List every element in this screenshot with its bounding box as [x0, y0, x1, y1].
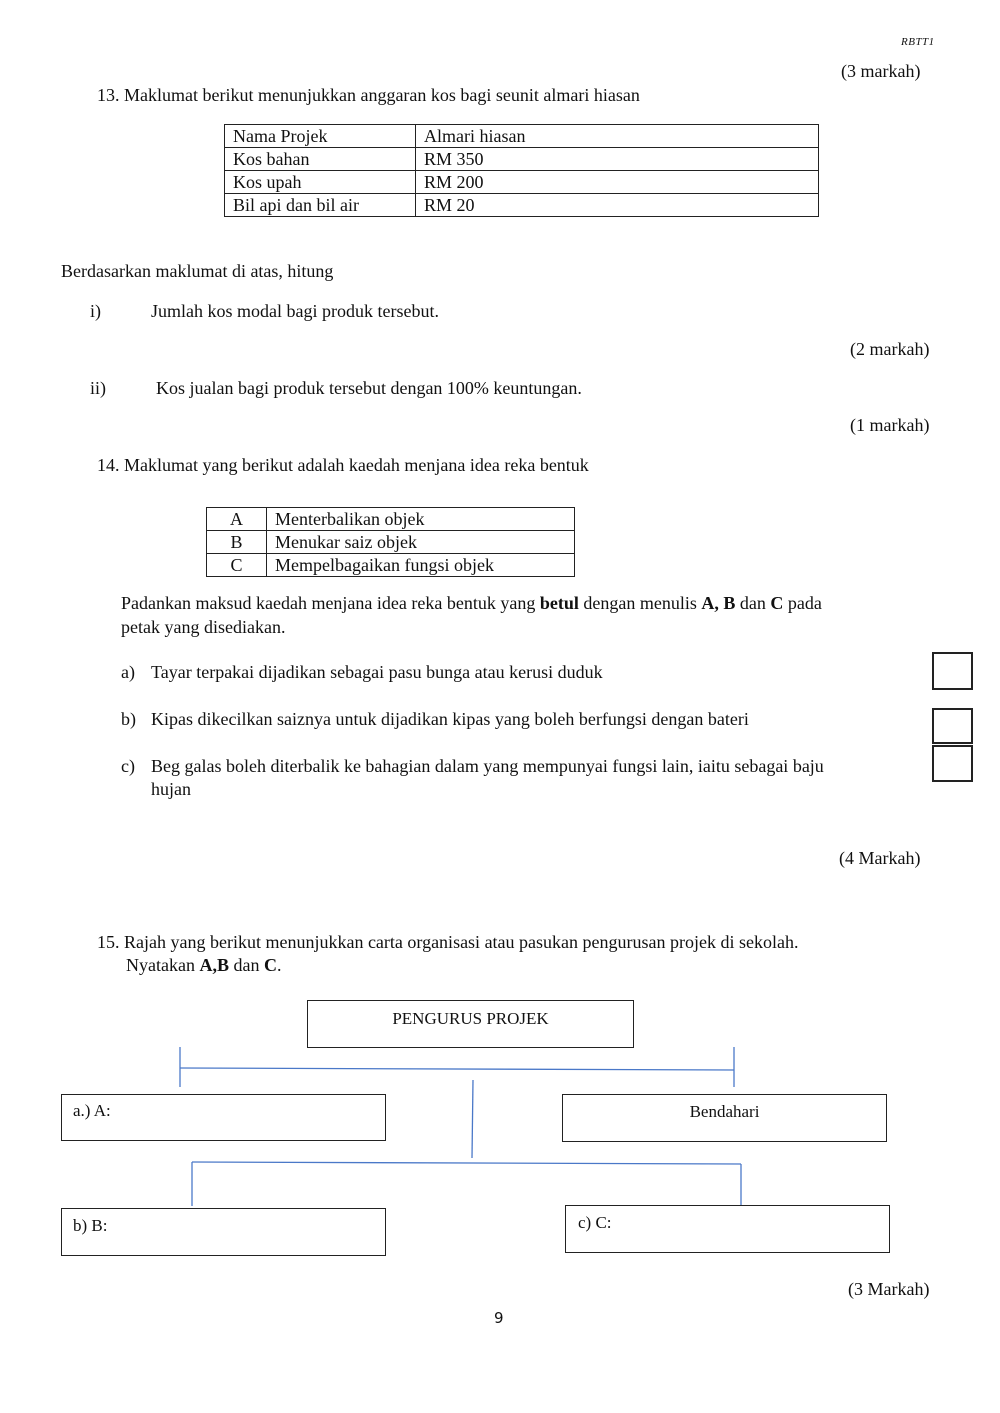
q14-item-c-label: c) [121, 756, 135, 776]
q14-marks: (4 Markah) [839, 848, 921, 868]
q14-item-b-label: b) [121, 709, 136, 729]
table-cell: RM 20 [416, 194, 819, 217]
q14-item-c-text-line2: hujan [151, 779, 191, 799]
instruction-text: Padankan maksud kaedah menjana idea reka bentuk yang [121, 593, 540, 613]
q14-item-c-text: Beg galas boleh diterbalik ke bahagian dalam yang mempunyai fungsi lain, iaitu sebagai baju [151, 756, 824, 776]
table-cell: RM 350 [416, 148, 819, 171]
org-box-treasurer [562, 1094, 887, 1142]
q13-part-i-marks: (2 markah) [850, 339, 930, 359]
instruction-text: dan [735, 593, 771, 613]
instruction-text: dan [228, 955, 264, 975]
q14-item-a-text: Tayar terpakai dijadikan sebagai pasu bunga atau kerusi duduk [151, 662, 603, 682]
table-cell: B [207, 531, 267, 554]
q14-item-b-text: Kipas dikecilkan saiznya untuk dijadikan kipas yang boleh berfungsi dengan bateri [151, 709, 749, 729]
table-cell: Bil api dan bil air [225, 194, 416, 217]
q15-title: 15. Rajah yang berikut menunjukkan carta organisasi atau pasukan pengurusan projek di sekolah. [97, 932, 799, 952]
table-cell: RM 200 [416, 171, 819, 194]
q13-part-i-number: i) [90, 301, 101, 321]
q13-part-ii-marks: (1 markah) [850, 415, 930, 435]
table-cell: Nama Projek [225, 125, 416, 148]
instruction-text: . [276, 955, 282, 975]
org-box-a[interactable] [61, 1094, 386, 1141]
connector-line [180, 1068, 734, 1070]
instruction-text: Nyatakan [126, 955, 200, 975]
org-box-label: Bendahari [689, 1102, 760, 1121]
connector-line [192, 1162, 741, 1164]
q14-instruction-line2: petak yang disediakan. [121, 617, 286, 637]
org-box-label: a.) A: [73, 1101, 111, 1120]
org-box-label: c) C: [578, 1213, 612, 1232]
q13-part-ii-number: ii) [90, 378, 106, 398]
org-box-b[interactable] [61, 1208, 386, 1256]
instruction-emphasis: A, B [701, 593, 736, 613]
connector-line [472, 1080, 473, 1158]
org-box-label: b) B: [73, 1216, 108, 1235]
q14-title: 14. Maklumat yang berikut adalah kaedah menjana idea reka bentuk [97, 455, 589, 475]
table-cell: Menukar saiz objek [267, 531, 575, 554]
instruction-emphasis: A,B [199, 955, 229, 975]
instruction-emphasis: C [770, 593, 784, 613]
document-code: RBTT1 [901, 36, 935, 48]
previous-question-marks: (3 markah) [841, 61, 921, 81]
instruction-emphasis: betul [539, 593, 579, 613]
q14-item-a-label: a) [121, 662, 135, 682]
instruction-text: pada [783, 593, 822, 613]
q13-part-ii-text: Kos jualan bagi produk tersebut dengan 100% keuntungan. [156, 378, 582, 398]
table-cell: Mempelbagaikan fungsi objek [267, 554, 575, 577]
q13-intro: Berdasarkan maklumat di atas, hitung [61, 261, 334, 281]
instruction-emphasis: C [263, 955, 277, 975]
q15-marks: (3 Markah) [848, 1279, 930, 1299]
org-box-c[interactable] [565, 1205, 890, 1253]
table-cell: A [207, 508, 267, 531]
table-cell: C [207, 554, 267, 577]
q13-title: 13. Maklumat berikut menunjukkan anggaran kos bagi seunit almari hiasan [97, 85, 640, 105]
table-cell: Menterbalikan objek [267, 508, 575, 531]
page-number: 9 [494, 1309, 504, 1327]
instruction-text: dengan menulis [578, 593, 702, 613]
org-box-label: PENGURUS PROJEK [392, 1009, 549, 1028]
table-cell: Kos upah [225, 171, 416, 194]
org-box-project-manager [307, 1000, 634, 1048]
q13-part-i-text: Jumlah kos modal bagi produk tersebut. [151, 301, 439, 321]
table-cell: Almari hiasan [416, 125, 819, 148]
table-cell: Kos bahan [225, 148, 416, 171]
